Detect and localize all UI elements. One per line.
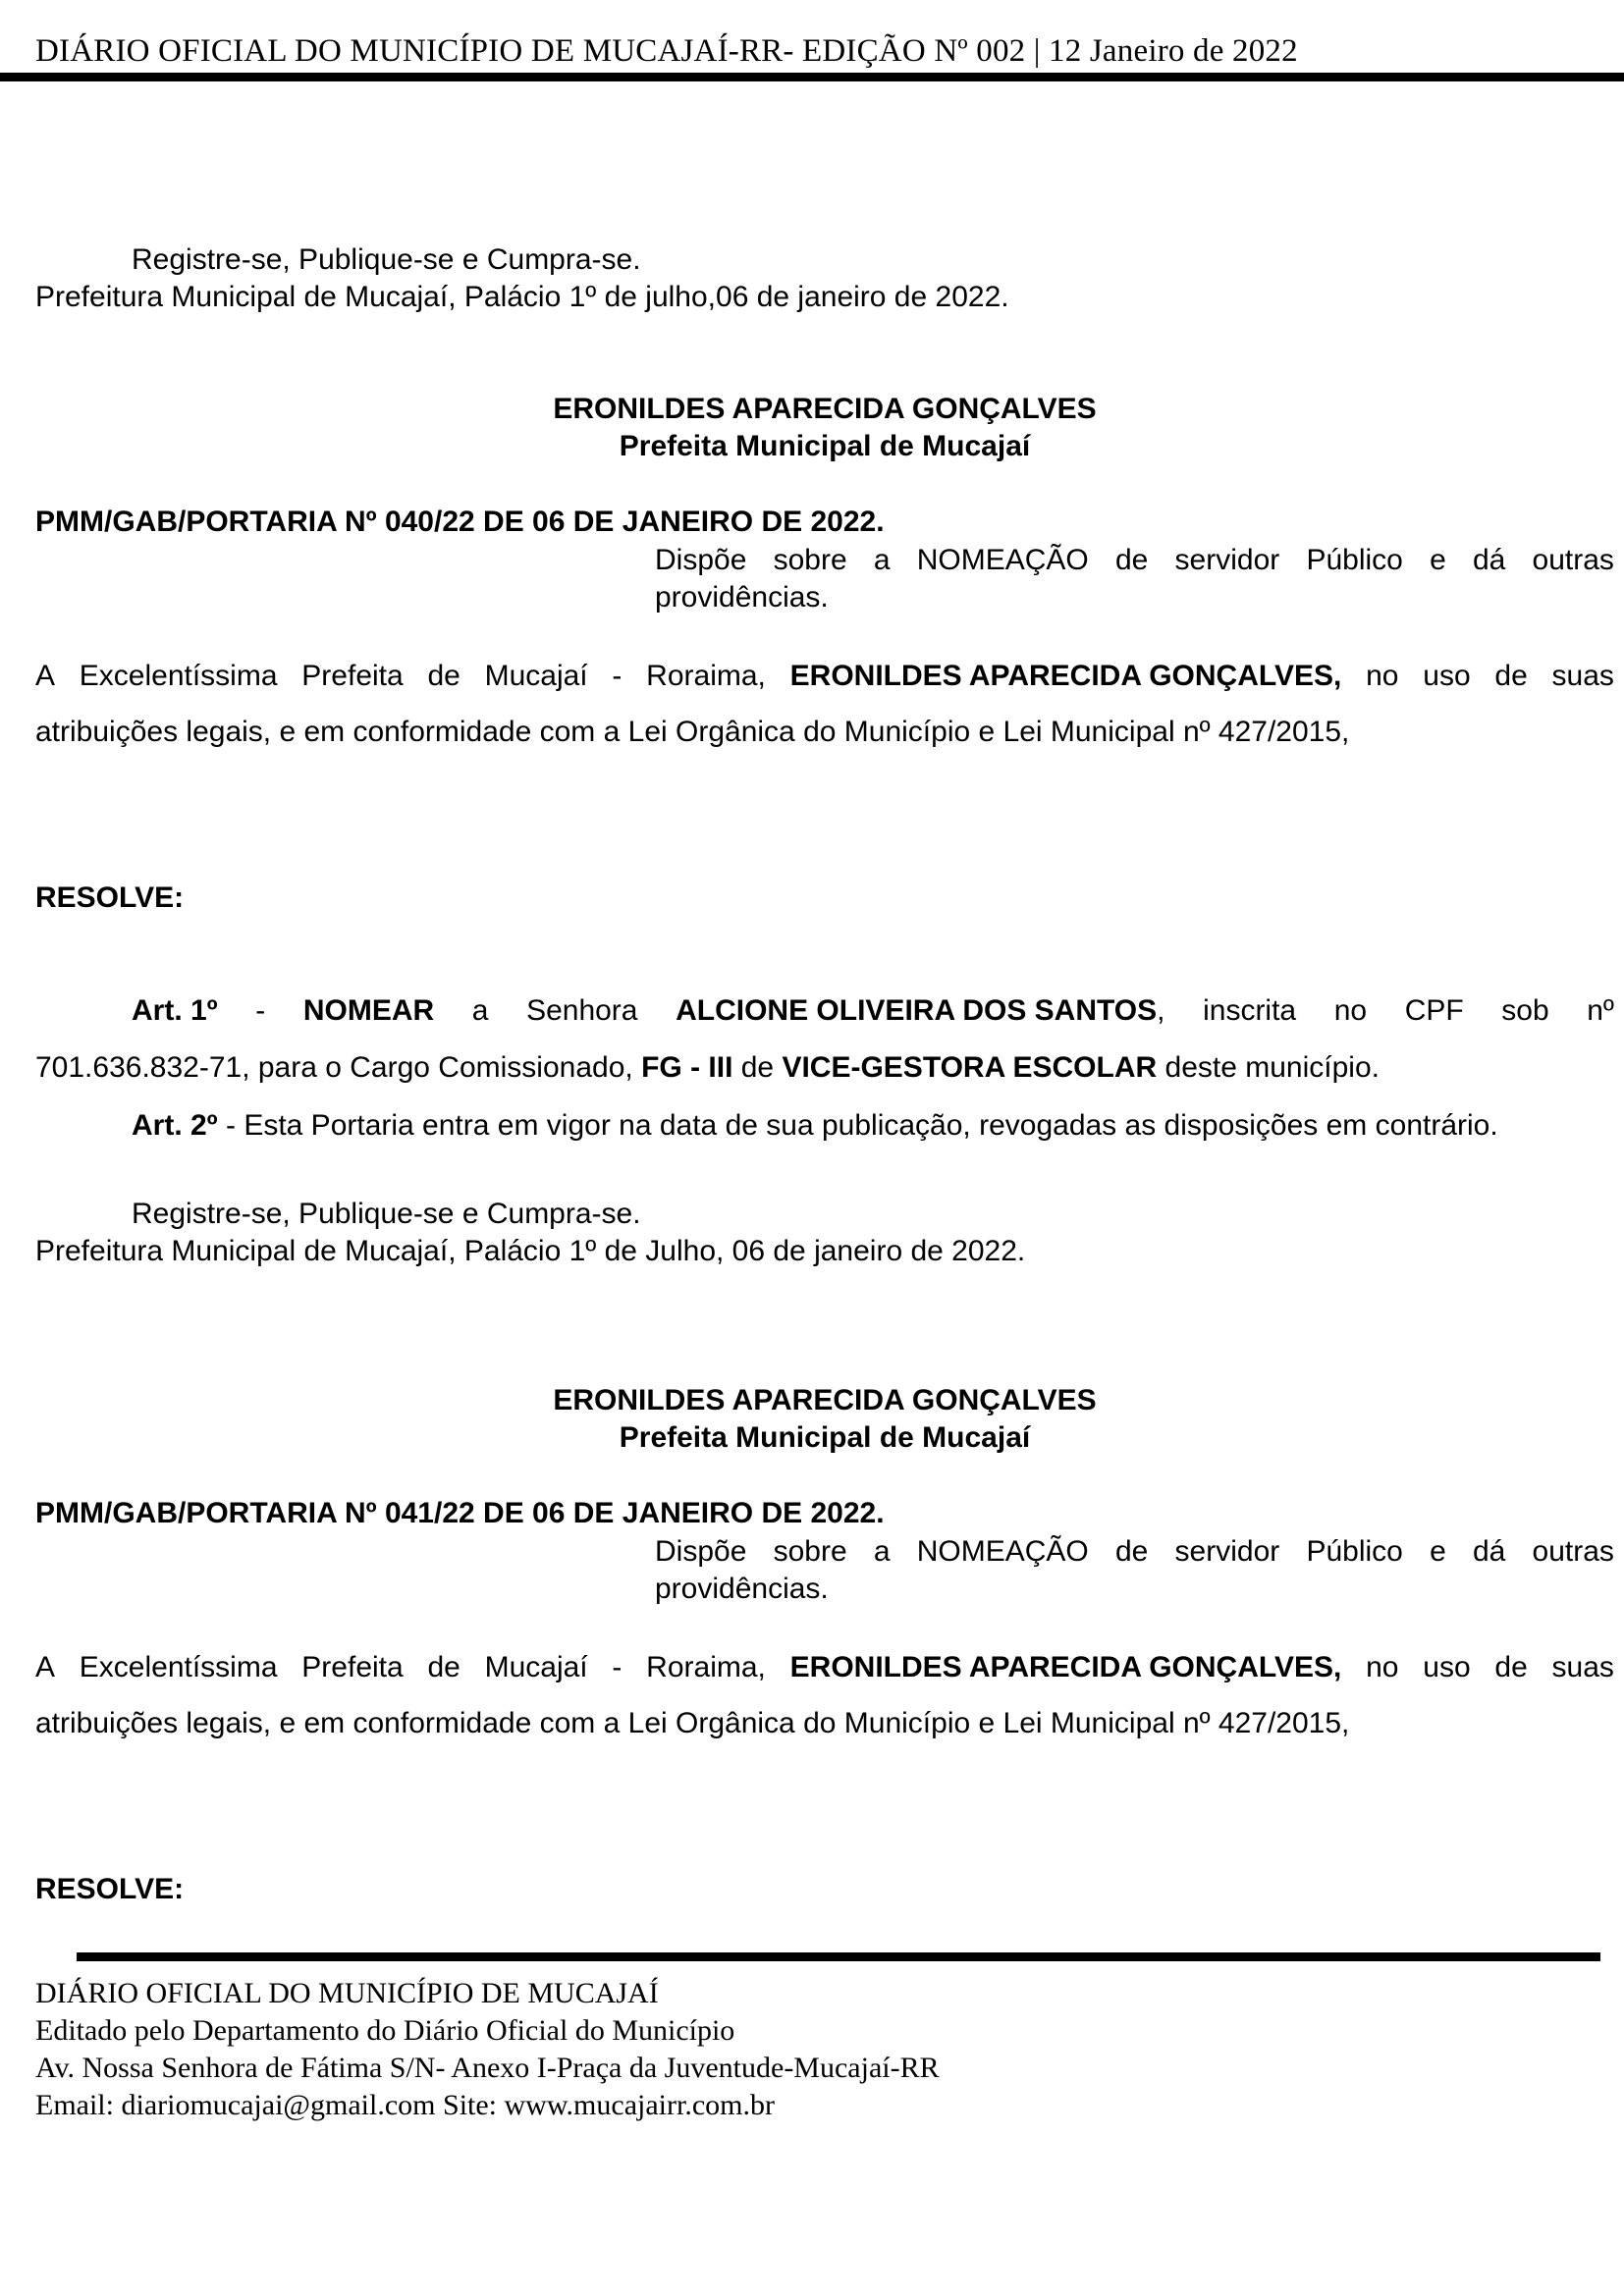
art1-word: - [255, 994, 266, 1027]
ementa-word: de [1114, 1535, 1149, 1568]
preamble-word: suas [1551, 660, 1614, 692]
portaria-041-preamble-line1 [35, 1651, 1614, 1684]
signer-role-040: Prefeita Municipal de Mucajaí [619, 1421, 1031, 1454]
ementa-word: e [1430, 544, 1446, 576]
ementa-word: de [1114, 544, 1149, 576]
ementa-word: a [873, 1535, 891, 1568]
ementa-word: servidor [1174, 1535, 1280, 1568]
ementa-word: a [873, 544, 891, 576]
signer-name: ERONILDES APARECIDA GONÇALVES [553, 393, 1097, 425]
art1-line1 [132, 994, 1614, 1028]
preamble-word: de [427, 660, 460, 692]
footer-title: DIÁRIO OFICIAL DO MUNICÍPIO DE MUCAJAÍ [35, 1977, 659, 2009]
signer-name-040: ERONILDES APARECIDA GONÇALVES [553, 1384, 1097, 1416]
preamble-word: de [427, 1651, 460, 1683]
art1-text: deste município. [1157, 1051, 1380, 1084]
art1-word: sob [1501, 994, 1549, 1027]
ementa-word: dá [1472, 1535, 1506, 1568]
preamble-word: Roraima, [646, 1651, 766, 1683]
ementa-word: outras [1532, 544, 1614, 576]
preamble-word: Excelentíssima [79, 1651, 278, 1683]
preamble-word: no [1366, 1651, 1399, 1683]
closing-place-date-040: Prefeitura Municipal de Mucajaí, Palácio 1º de Julho, 06 de janeiro de 2022. [35, 1235, 1026, 1267]
header-rule [0, 73, 1624, 81]
footer-rule [77, 1952, 1600, 1961]
preamble-word: - [612, 660, 623, 692]
preamble-word: de [1494, 1651, 1528, 1683]
ementa-word: sobre [773, 544, 847, 576]
ementa-word: dá [1472, 544, 1506, 576]
art2-text: - Esta Portaria entra em vigor na data de sua publicação, revogadas as disposições em contrário. [217, 1109, 1498, 1142]
ementa-word: servidor [1174, 544, 1280, 576]
preamble-word: de [1494, 660, 1528, 692]
preamble-word: uso [1423, 1651, 1471, 1683]
mayor-name: ERONILDES APARECIDA GONÇALVES, [789, 660, 1342, 692]
preamble-word: - [612, 1651, 623, 1683]
portaria-040-ementa-line2: providências. [655, 581, 829, 614]
art1-label: Art. 1º [132, 994, 218, 1027]
closing-registre-040: Registre-se, Publique-se e Cumpra-se. [132, 1198, 641, 1230]
footer-address: Av. Nossa Senhora de Fátima S/N- Anexo I-Praça da Juventude-Mucajaí-RR [35, 2052, 940, 2084]
art1-word: no [1333, 994, 1368, 1027]
ementa-word: NOMEAÇÃO [916, 1535, 1089, 1568]
ementa-word: outras [1532, 1535, 1614, 1568]
art1-nomear: NOMEAR [302, 994, 435, 1027]
portaria-041-resolve: RESOLVE: [35, 1873, 185, 1905]
preamble-word: Roraima, [646, 660, 766, 692]
appointee-name: ALCIONE OLIVEIRA DOS SANTOS [676, 994, 1158, 1027]
preamble-word: Mucajaí [484, 660, 588, 692]
ementa-word: Público [1306, 1535, 1403, 1568]
position-title: VICE-GESTORA ESCOLAR [782, 1051, 1158, 1084]
art2-line [132, 1109, 1498, 1143]
art2-label: Art. 2º [132, 1109, 218, 1142]
ementa-word: sobre [773, 1535, 847, 1568]
art1-word: Senhora [526, 994, 638, 1027]
art1-word: inscrita [1203, 994, 1297, 1027]
ementa-word: Público [1306, 544, 1403, 576]
preamble-word: uso [1423, 660, 1471, 692]
ementa-word: NOMEAÇÃO [916, 544, 1089, 576]
portaria-041-ementa-line1 [655, 1535, 1614, 1569]
portaria-041-title: PMM/GAB/PORTARIA Nº 041/22 DE 06 DE JANEIRO DE 2022. [35, 1497, 885, 1529]
preamble-word: suas [1551, 1651, 1614, 1683]
preamble-word: Prefeita [301, 660, 404, 692]
preamble-word: Mucajaí [484, 1651, 588, 1683]
portaria-040-resolve: RESOLVE: [35, 881, 185, 914]
appointee-wrap [676, 994, 1164, 1028]
footer-editor: Editado pelo Departamento do Diário Oficial do Município [35, 2014, 735, 2047]
art1-word: a [471, 994, 489, 1027]
preamble-word: Excelentíssima [79, 660, 278, 692]
signer-role: Prefeita Municipal de Mucajaí [619, 430, 1031, 462]
preamble-word: no [1366, 660, 1399, 692]
portaria-041-preamble-line2: atribuições legais, e em conformidade com a Lei Orgânica do Município e Lei Municipal nº 427/2015, [35, 1707, 1350, 1739]
gazette-header: DIÁRIO OFICIAL DO MUNICÍPIO DE MUCAJAÍ-RR- EDIÇÃO Nº 002 | 12 Janeiro de 2022 [35, 33, 1298, 69]
closing-registre: Registre-se, Publique-se e Cumpra-se. [132, 243, 641, 276]
portaria-040-title: PMM/GAB/PORTARIA Nº 040/22 DE 06 DE JANEIRO DE 2022. [35, 506, 885, 538]
preamble-word: Prefeita [301, 1651, 404, 1683]
art1-word: CPF [1404, 994, 1464, 1027]
footer-contact: Email: diariomucajai@gmail.com Site: www.mucajairr.com.br [35, 2089, 775, 2121]
art1-word: nº [1587, 994, 1614, 1027]
portaria-041-ementa-line2: providências. [655, 1573, 829, 1605]
ementa-word: e [1430, 1535, 1446, 1568]
ementa-word: Dispõe [655, 1535, 747, 1568]
preamble-word: A [35, 1651, 56, 1683]
art1-text: de [732, 1051, 783, 1084]
mayor-name: ERONILDES APARECIDA GONÇALVES, [789, 1651, 1342, 1683]
art1-line2 [35, 1051, 1380, 1085]
preamble-word: A [35, 660, 56, 692]
portaria-040-ementa-line1 [655, 544, 1614, 577]
position-grade: FG - III [641, 1051, 733, 1084]
art1-text: 701.636.832-71, para o Cargo Comissionado, [35, 1051, 642, 1084]
art1-comma: , [1157, 994, 1165, 1027]
closing-place-date: Prefeitura Municipal de Mucajaí, Palácio 1º de julho,06 de janeiro de 2022. [35, 281, 1009, 313]
ementa-word: Dispõe [655, 544, 747, 576]
portaria-040-preamble-line1 [35, 660, 1614, 693]
portaria-040-preamble-line2: atribuições legais, e em conformidade com a Lei Orgânica do Município e Lei Municipal nº 427/2015, [35, 716, 1350, 748]
